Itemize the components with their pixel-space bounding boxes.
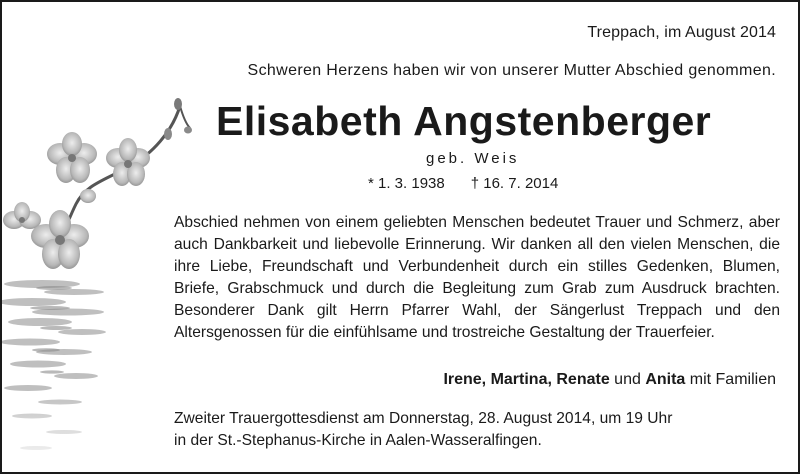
signature-connector: und xyxy=(609,371,646,388)
maiden-name: geb. Weis xyxy=(426,150,520,167)
place-date: Treppach, im August 2014 xyxy=(587,24,776,41)
signature xyxy=(443,371,776,389)
acknowledgement-text: Abschied nehmen von einem geliebten Menschen bedeutet Trauer und Schmerz, aber auch Dankbarkeit und liebevolle Erinnerung. Wir danken all den vielen Menschen, die ihre Liebe, Freundschaft und Verbundenheit durch ein stilles Gedenken, Blumen, Briefe, Grabschmuck und durch die Begleitung zum Grab zum Ausdruck brachten. Besonderer Dank gilt Herrn Pfarrer Wahl, der Sängerlust Treppach und den Altersgenossen für die einfühlsame und trostreiche Gestaltung der Trauerfeier. xyxy=(174,214,780,341)
intro-line: Schweren Herzens haben wir von unserer Mutter Abschied genommen. xyxy=(247,62,776,79)
service-line-2: in der St.-Stephanus-Kirche in Aalen-Wasseralfingen. xyxy=(174,432,542,449)
deceased-name: Elisabeth Angstenberger xyxy=(216,98,712,144)
birth-date: * 1. 3. 1938 xyxy=(368,175,445,192)
death-date: † 16. 7. 2014 xyxy=(470,175,559,192)
service-line-1: Zweiter Trauergottesdienst am Donnerstag, 28. August 2014, um 19 Uhr xyxy=(174,410,673,427)
life-dates xyxy=(368,175,558,192)
signature-suffix: mit Familien xyxy=(685,371,776,388)
orchid-reflection-image xyxy=(2,92,202,474)
service-info xyxy=(174,408,780,452)
signature-last-name: Anita xyxy=(645,371,686,388)
signature-names: Irene, Martina, Renate xyxy=(443,371,610,388)
